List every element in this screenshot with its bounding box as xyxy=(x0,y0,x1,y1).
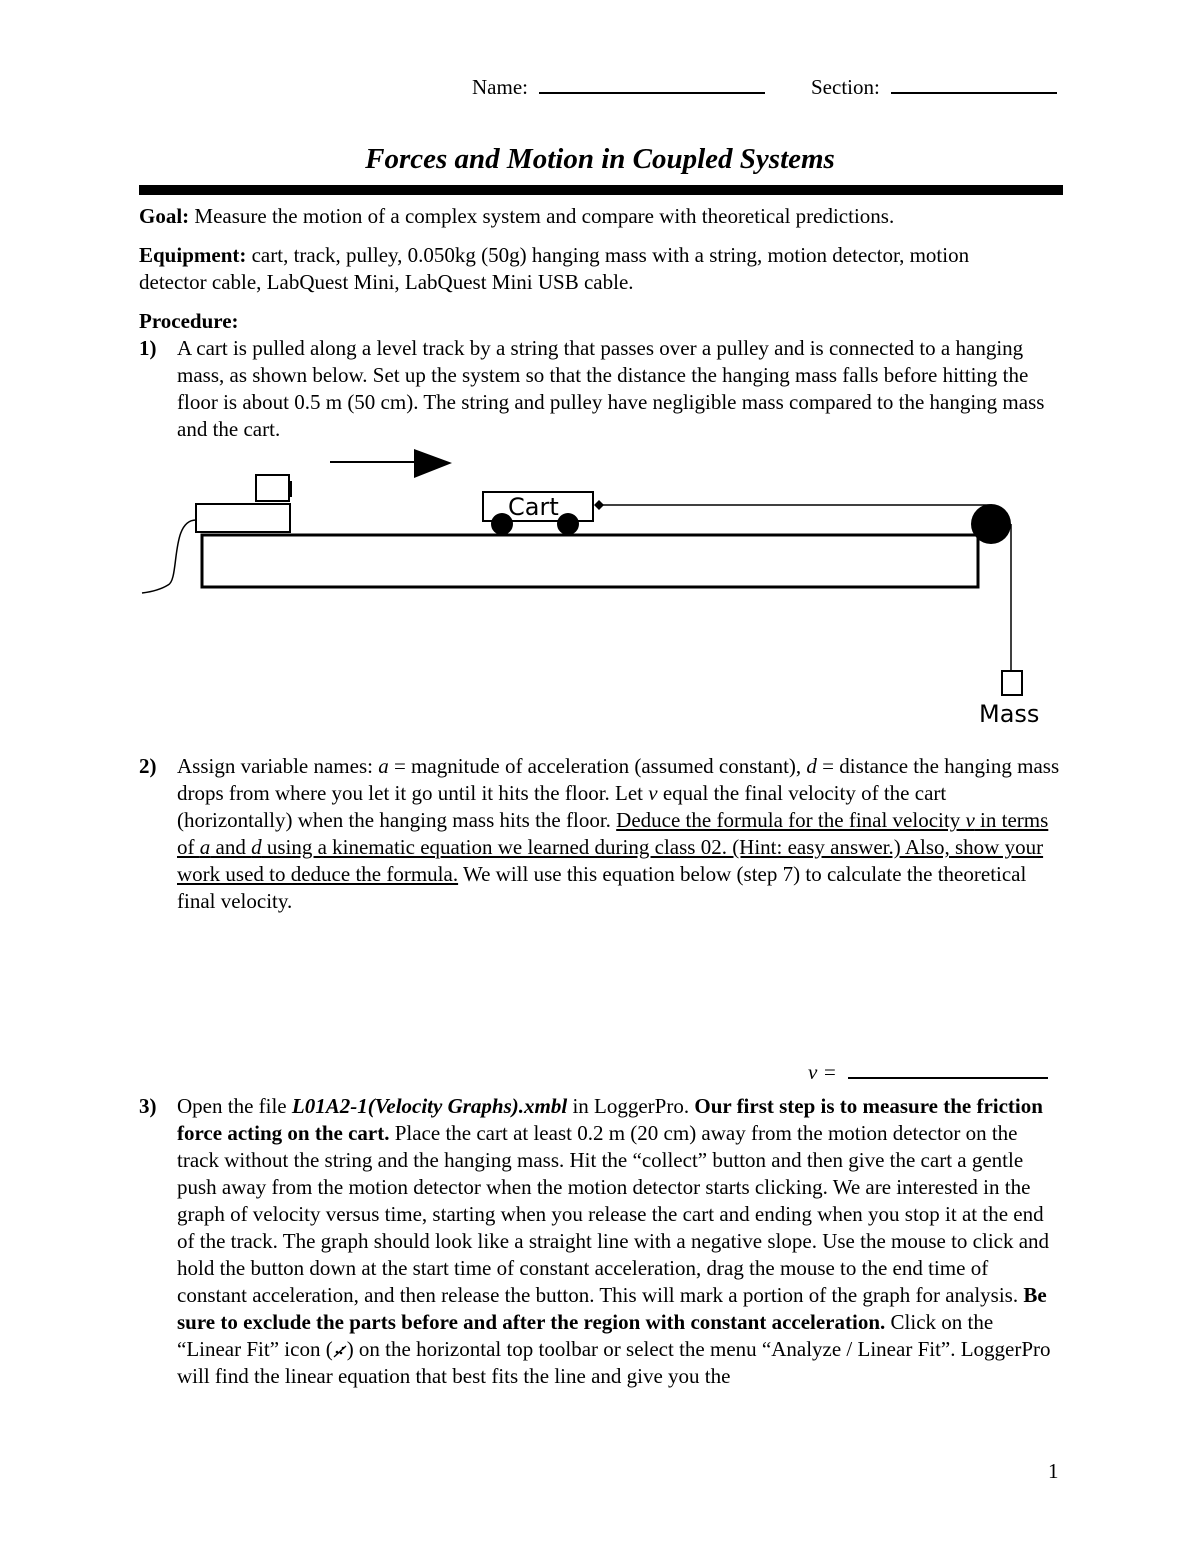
cart-wheel-right xyxy=(557,513,579,535)
motion-detector-top xyxy=(256,475,289,501)
section-field xyxy=(811,72,1057,100)
name-label: Name: xyxy=(472,75,528,99)
page-number: 1 xyxy=(1048,1459,1059,1483)
cart-label: Cart xyxy=(508,493,559,521)
velocity-answer-label: v = xyxy=(808,1060,837,1084)
step-1 xyxy=(139,335,1064,445)
section-blank[interactable] xyxy=(891,72,1057,94)
step-3-number: 3) xyxy=(139,1094,157,1118)
section-label: Section: xyxy=(811,75,880,99)
goal-text: Measure the motion of a complex system and compare with theoretical predictions. xyxy=(189,204,895,228)
cart-track-diagram xyxy=(0,440,1200,740)
equipment-label: Equipment: xyxy=(139,243,247,267)
procedure-label: Procedure: xyxy=(139,309,239,333)
track xyxy=(202,535,978,587)
mass-label: Mass xyxy=(979,700,1040,728)
motion-arrow-head xyxy=(414,449,452,478)
step-2-number: 2) xyxy=(139,754,157,778)
step-3-text: Open the file L01A2-1(Velocity Graphs).xmbl in LoggerPro. Our first step is to measure the friction force acting on the cart. Place the cart at least 0.2 m (20 cm) away from the motion detector on the track without the string and the hanging mass. Hit the “collect” button and then give the cart a gentle push away from the motion detector when the motion detector starts clicking. We are interested in the graph of velocity versus time, starting when you release the cart and ending when you stop it at the end of the track. The graph should look like a straight line with a negative slope. Use the mouse to click and hold the button down at the start time of constant acceleration, drag the mouse to the end time of constant acceleration, and then release the button. This will mark a portion of the graph for analysis. Be sure to exclude the parts before and after the region with constant acceleration. Click on the “Linear Fit” icon ( ) on the horizontal top toolbar or select the menu “Analyze / Linear Fit”. LoggerPro will find the linear equation that best fits the line and give you the xyxy=(177,1094,1051,1388)
goal-label: Goal: xyxy=(139,204,190,228)
step-2-text: Assign variable names: a = magnitude of acceleration (assumed constant), d = distance the hanging mass drops from where you let it go until it hits the floor. Let v equal the final velocity of the cart (horizontally) when the hanging mass hits the floor. Deduce the formula for the final velocity v in terms of a and d using a kinematic equation we learned during class 02. (Hint: easy answer.) Also, show your work used to deduce the formula. We will use this equation below (step 7) to calculate the theoretical final velocity. xyxy=(177,754,1060,913)
motion-detector-lens xyxy=(288,481,292,497)
equipment-text: cart, track, pulley, 0.050kg (50g) hanging mass with a string, motion detector, motion detector cable, LabQuest Mini, LabQuest Mini USB cable. xyxy=(139,243,970,294)
velocity-answer-field xyxy=(808,1057,1048,1086)
step-2-instruction: Deduce the formula for the final velocity v in terms of a and d using a kinematic equation we learned during class 02. (Hint: easy answer.) Also, show your work used to deduce the formula. xyxy=(177,808,1049,886)
motion-detector-base xyxy=(196,504,290,532)
page-title: Forces and Motion in Coupled Systems xyxy=(365,143,835,175)
step-1-number: 1) xyxy=(139,336,157,360)
name-blank[interactable] xyxy=(539,72,765,94)
step-3 xyxy=(139,1093,1064,1423)
step-1-text: A cart is pulled along a level track by a string that passes over a pulley and is connected to a hanging mass, as shown below. Set up the system so that the distance the hanging mass falls before hitting the floor is about 0.5 m (50 cm). The string and pulley have negligible mass compared to the hanging mass and the cart. xyxy=(177,336,1045,441)
step-2 xyxy=(139,753,1064,918)
goal-paragraph xyxy=(139,203,1064,230)
title-rule xyxy=(139,185,1063,195)
equipment-paragraph xyxy=(139,242,1019,296)
linear-fit-icon xyxy=(333,1343,347,1359)
pulley xyxy=(971,504,1011,544)
file-name: L01A2-1(Velocity Graphs).xmbl xyxy=(291,1094,568,1118)
detector-cable xyxy=(142,520,196,593)
name-field xyxy=(472,72,765,100)
velocity-answer-blank[interactable] xyxy=(848,1057,1048,1079)
hanging-mass xyxy=(1002,671,1022,695)
